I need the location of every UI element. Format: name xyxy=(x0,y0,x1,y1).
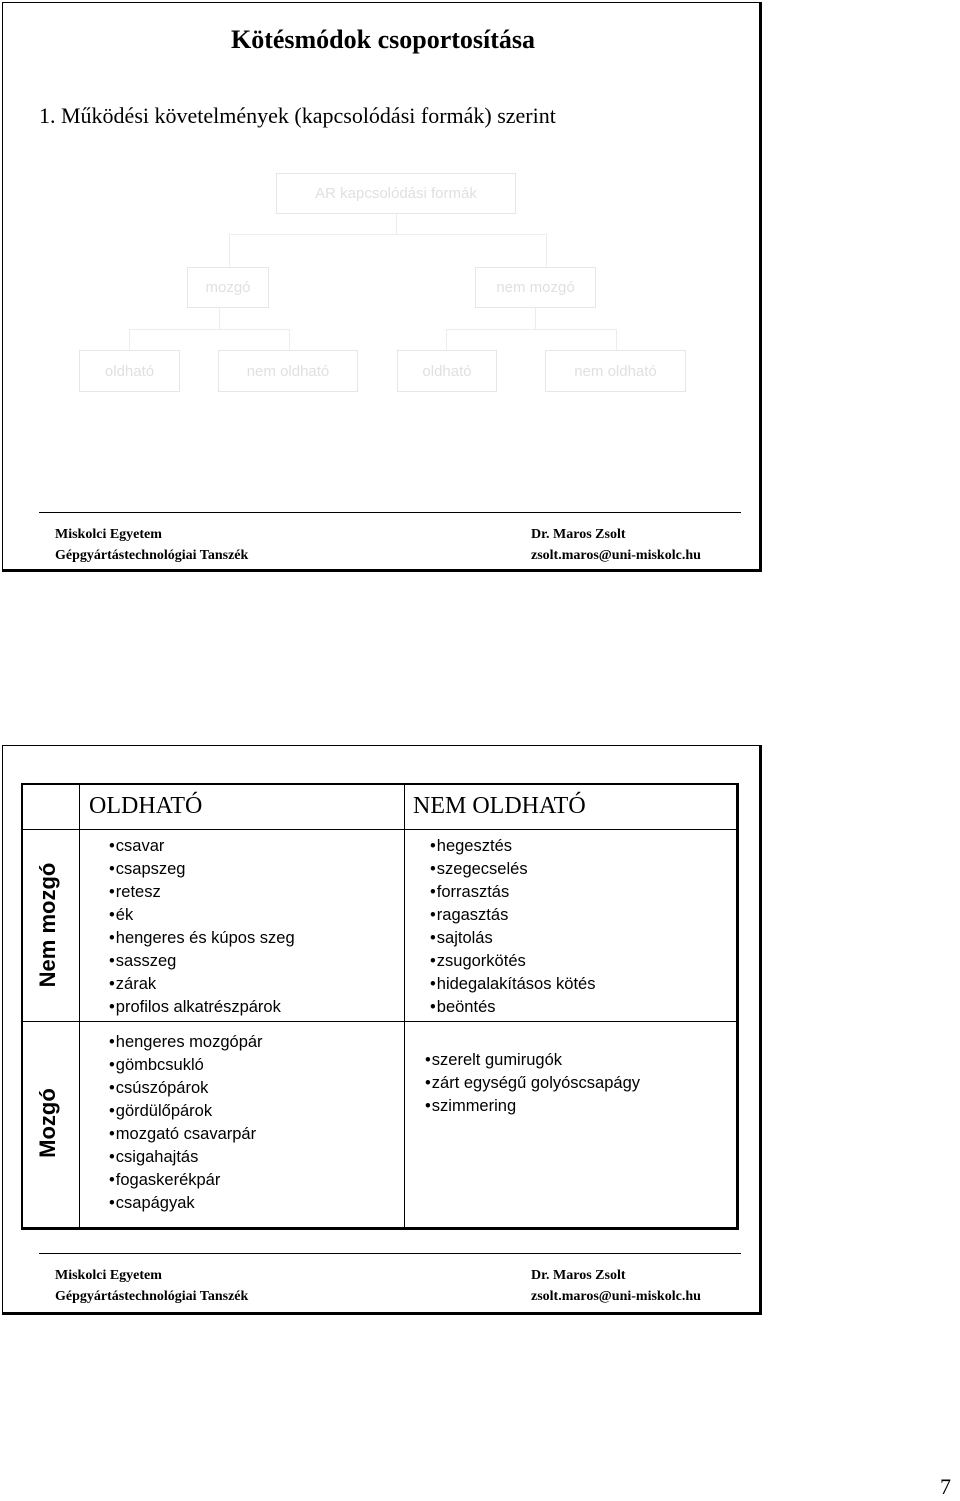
tree-connector xyxy=(229,234,230,267)
table-divider xyxy=(404,785,405,1227)
list-item: • sasszeg xyxy=(109,950,295,973)
list-item: • szerelt gumirugók xyxy=(425,1049,640,1072)
list-mozgo-nem-oldhato xyxy=(425,1049,640,1118)
footer-rule xyxy=(39,1253,741,1254)
list-item: • mozgató csavarpár xyxy=(109,1123,263,1146)
row-header-mozgo: Mozgó xyxy=(35,1088,60,1158)
tree-leaf-oldhato: oldható xyxy=(397,350,497,392)
list-item: • hengeres és kúpos szeg xyxy=(109,927,295,950)
row-header-nem-mozgo: Nem mozgó xyxy=(35,862,60,988)
page-number: 7 xyxy=(940,1474,951,1499)
tree-node-mozgo: mozgó xyxy=(187,267,269,308)
footer-department: Gépgyártástechnológiai Tanszék xyxy=(55,1289,249,1304)
list-item: • csúszópárok xyxy=(109,1077,263,1100)
list-item: • ék xyxy=(109,904,295,927)
tree-connector xyxy=(446,329,616,330)
tree-connector xyxy=(446,329,447,350)
tree-leaf-nem-oldhato: nem oldható xyxy=(545,350,686,392)
footer-email: zsolt.maros@uni-miskolc.hu xyxy=(531,1289,701,1304)
list-item: • csapszeg xyxy=(109,858,295,881)
tree-root-box: AR kapcsolódási formák xyxy=(276,173,516,214)
tree-connector xyxy=(535,308,536,329)
table-divider xyxy=(79,785,80,1227)
tree-connector xyxy=(546,234,547,267)
list-item: • hidegalakításos kötés xyxy=(430,973,595,996)
list-item: • beöntés xyxy=(430,996,595,1019)
footer-rule xyxy=(39,512,741,513)
slide-title: Kötésmódok csoportosítása xyxy=(230,25,536,54)
list-nem-mozgo-oldhato xyxy=(109,835,295,1019)
list-item: • hengeres mozgópár xyxy=(109,1031,263,1054)
footer-email: zsolt.maros@uni-miskolc.hu xyxy=(531,548,701,563)
list-item: • csigahajtás xyxy=(109,1146,263,1169)
table-divider xyxy=(23,829,736,830)
list-item: • szegecselés xyxy=(430,858,595,881)
column-header-oldhato: OLDHATÓ xyxy=(89,793,203,819)
tree-connector xyxy=(129,329,289,330)
list-item: • sajtolás xyxy=(430,927,595,950)
list-item: • zárt egységű golyóscsapágy xyxy=(425,1072,640,1095)
joint-classification-table xyxy=(21,783,739,1230)
tree-connector xyxy=(129,329,130,350)
list-item: • retesz xyxy=(109,881,295,904)
list-item: • csavar xyxy=(109,835,295,858)
list-item: • ragasztás xyxy=(430,904,595,927)
slide-subtitle: 1. Működési követelmények (kapcsolódási formák) szerint xyxy=(39,103,556,128)
column-header-nem-oldhato: NEM OLDHATÓ xyxy=(413,793,586,819)
tree-node-nem-mozgo: nem mozgó xyxy=(475,267,596,308)
slide-2 xyxy=(2,745,762,1315)
tree-leaf-nem-oldhato: nem oldható xyxy=(218,350,358,392)
list-item: • forrasztás xyxy=(430,881,595,904)
tree-connector xyxy=(229,234,546,235)
list-item: • hegesztés xyxy=(430,835,595,858)
list-item: • zárak xyxy=(109,973,295,996)
list-item: • gördülőpárok xyxy=(109,1100,263,1123)
slide-1 xyxy=(2,2,762,572)
list-item: • szimmering xyxy=(425,1095,640,1118)
tree-connector xyxy=(616,329,617,350)
tree-leaf-oldhato: oldható xyxy=(79,350,180,392)
footer-author: Dr. Maros Zsolt xyxy=(531,1268,626,1283)
list-item: • profilos alkatrészpárok xyxy=(109,996,295,1019)
footer-institution: Miskolci Egyetem xyxy=(55,1268,162,1283)
footer-author: Dr. Maros Zsolt xyxy=(531,527,626,542)
tree-connector xyxy=(396,214,397,234)
list-item: • zsugorkötés xyxy=(430,950,595,973)
tree-connector xyxy=(289,329,290,350)
list-item: • fogaskerékpár xyxy=(109,1169,263,1192)
footer-department: Gépgyártástechnológiai Tanszék xyxy=(55,548,249,563)
list-item: • gömbcsukló xyxy=(109,1054,263,1077)
list-nem-mozgo-nem-oldhato xyxy=(430,835,595,1019)
table-divider xyxy=(23,1021,736,1022)
tree-connector xyxy=(219,308,220,329)
footer-institution: Miskolci Egyetem xyxy=(55,527,162,542)
list-item: • csapágyak xyxy=(109,1192,263,1215)
list-mozgo-oldhato xyxy=(109,1031,263,1215)
